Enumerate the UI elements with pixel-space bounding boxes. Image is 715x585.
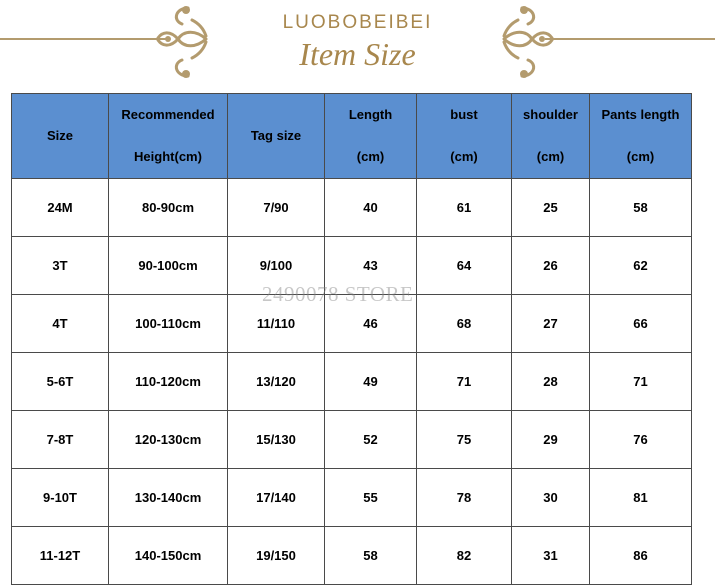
column-header-unit: (cm) xyxy=(450,149,478,164)
table-cell: 9/100 xyxy=(228,237,325,295)
column-header-label: Length xyxy=(348,107,393,122)
table-cell: 55 xyxy=(325,469,417,527)
table-cell: 71 xyxy=(417,353,512,411)
column-header xyxy=(109,94,228,179)
table-cell: 19/150 xyxy=(228,527,325,585)
table-cell: 66 xyxy=(590,295,692,353)
column-header-label: Pants length xyxy=(601,107,680,122)
table-cell: 17/140 xyxy=(228,469,325,527)
table-cell: 7-8T xyxy=(12,411,109,469)
table-row xyxy=(12,353,692,411)
table-cell: 24M xyxy=(12,179,109,237)
table-cell: 80-90cm xyxy=(109,179,228,237)
column-header-label: Tag size xyxy=(250,128,302,143)
table-cell: 46 xyxy=(325,295,417,353)
table-cell: 15/130 xyxy=(228,411,325,469)
table-cell: 30 xyxy=(512,469,590,527)
table-cell: 5-6T xyxy=(12,353,109,411)
table-cell: 31 xyxy=(512,527,590,585)
table-cell: 43 xyxy=(325,237,417,295)
table-cell: 130-140cm xyxy=(109,469,228,527)
column-header-unit: (cm) xyxy=(356,149,385,164)
table-cell: 68 xyxy=(417,295,512,353)
table-cell: 7/90 xyxy=(228,179,325,237)
page-header xyxy=(0,0,715,88)
table-cell: 75 xyxy=(417,411,512,469)
table-cell: 82 xyxy=(417,527,512,585)
table-header-row xyxy=(12,94,692,179)
table-cell: 71 xyxy=(590,353,692,411)
table-row xyxy=(12,469,692,527)
table-cell: 58 xyxy=(590,179,692,237)
column-header-label: Recommended xyxy=(121,107,215,122)
column-header xyxy=(12,94,109,179)
table-cell: 100-110cm xyxy=(109,295,228,353)
column-header xyxy=(512,94,590,179)
column-header-label: shoulder xyxy=(523,107,578,122)
table-cell: 3T xyxy=(12,237,109,295)
size-chart-table xyxy=(11,93,692,585)
table-row xyxy=(12,237,692,295)
table-cell: 58 xyxy=(325,527,417,585)
table-cell: 64 xyxy=(417,237,512,295)
table-body xyxy=(12,179,692,585)
table-cell: 62 xyxy=(590,237,692,295)
table-cell: 13/120 xyxy=(228,353,325,411)
column-header-label: Size xyxy=(46,128,73,143)
page-title: Item Size xyxy=(299,36,416,72)
table-cell: 90-100cm xyxy=(109,237,228,295)
table-cell: 11-12T xyxy=(12,527,109,585)
table-cell: 61 xyxy=(417,179,512,237)
column-header-label: bust xyxy=(450,107,478,122)
table-cell: 76 xyxy=(590,411,692,469)
table-cell: 49 xyxy=(325,353,417,411)
brand-name: LUOBOBEIBEI xyxy=(282,12,433,33)
table-row xyxy=(12,295,692,353)
table-cell: 110-120cm xyxy=(109,353,228,411)
column-header-unit: Height(cm) xyxy=(134,149,202,164)
table-row xyxy=(12,527,692,585)
table-row xyxy=(12,411,692,469)
table-cell: 52 xyxy=(325,411,417,469)
column-header xyxy=(590,94,692,179)
table-cell: 27 xyxy=(512,295,590,353)
table-cell: 29 xyxy=(512,411,590,469)
column-header-unit: (cm) xyxy=(626,149,655,164)
table-cell: 78 xyxy=(417,469,512,527)
table-cell: 26 xyxy=(512,237,590,295)
column-header xyxy=(325,94,417,179)
store-watermark: 2490078 STORE xyxy=(262,282,414,306)
column-header xyxy=(228,94,325,179)
column-header-unit: (cm) xyxy=(536,149,565,164)
table-cell: 81 xyxy=(590,469,692,527)
table-cell: 86 xyxy=(590,527,692,585)
table-cell: 9-10T xyxy=(12,469,109,527)
table-cell: 4T xyxy=(12,295,109,353)
table-cell: 140-150cm xyxy=(109,527,228,585)
table-cell: 11/110 xyxy=(228,295,325,353)
table-cell: 28 xyxy=(512,353,590,411)
table-cell: 120-130cm xyxy=(109,411,228,469)
table-row xyxy=(12,179,692,237)
column-header xyxy=(417,94,512,179)
table-cell: 25 xyxy=(512,179,590,237)
table-cell: 40 xyxy=(325,179,417,237)
